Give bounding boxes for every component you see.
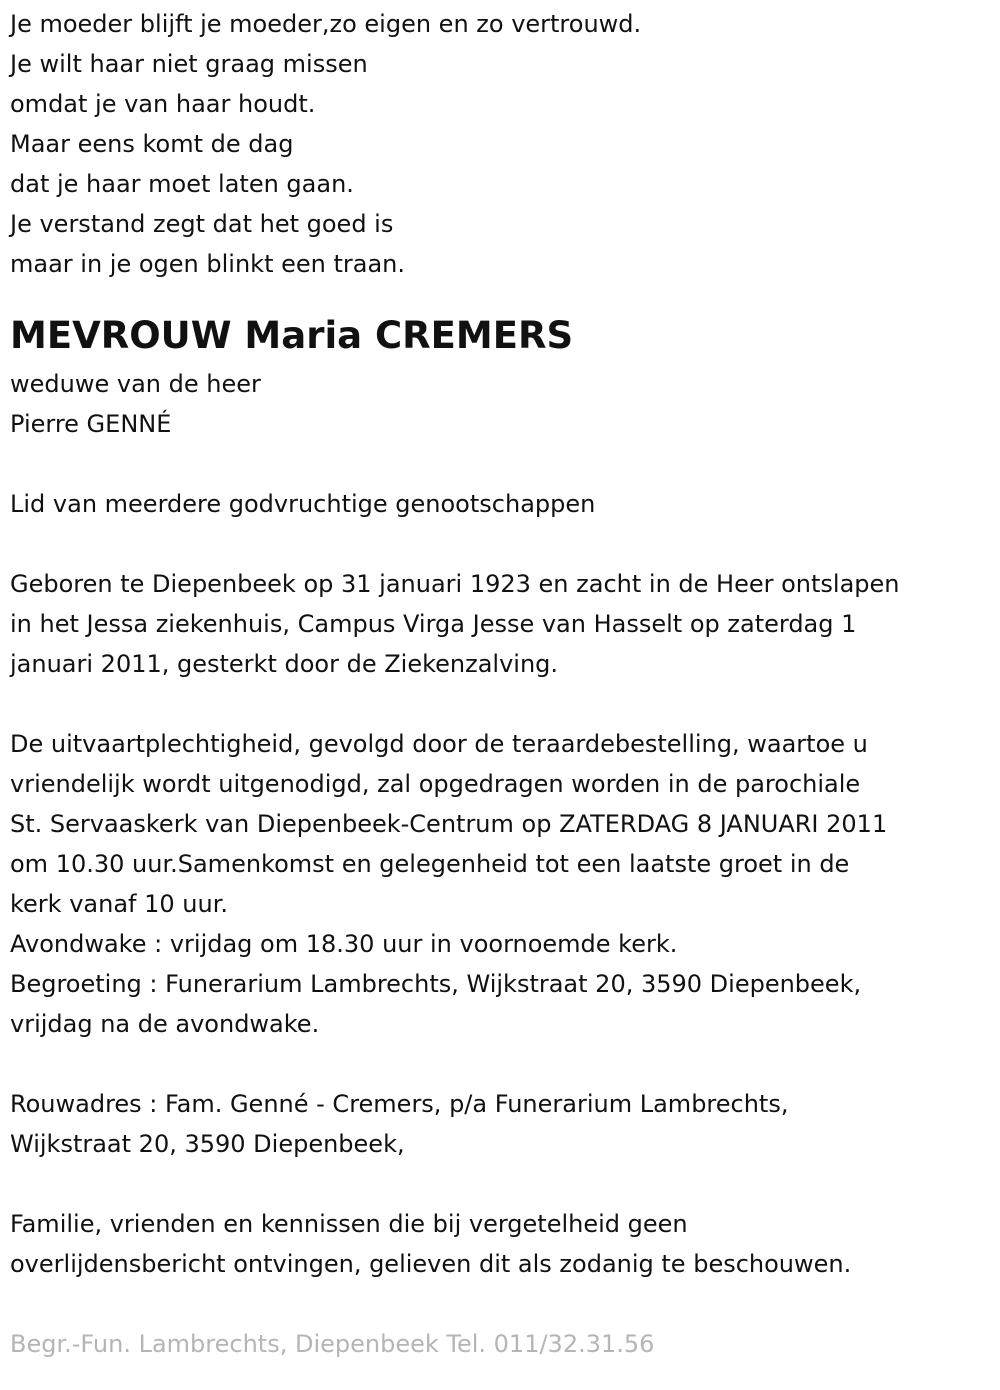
funeral-home-footer: Begr.-Fun. Lambrechts, Diepenbeek Tel. 011/32.31.56 bbox=[10, 1330, 655, 1358]
birth-line: in het Jessa ziekenhuis, Campus Virga Jesse van Hasselt op zaterdag 1 bbox=[10, 610, 857, 638]
funeral-line: Begroeting : Funerarium Lambrechts, Wijkstraat 20, 3590 Diepenbeek, bbox=[10, 970, 862, 998]
birth-line: Geboren te Diepenbeek op 31 januari 1923 en zacht in de Heer ontslapen bbox=[10, 570, 900, 598]
poem-line: maar in je ogen blinkt een traan. bbox=[10, 250, 406, 278]
poem-line: dat je haar moet laten gaan. bbox=[10, 170, 354, 198]
spacer bbox=[10, 1284, 995, 1324]
funeral-section bbox=[10, 724, 995, 1044]
notice-section bbox=[10, 1204, 995, 1284]
spacer bbox=[10, 1044, 995, 1084]
poem-line: Je wilt haar niet graag missen bbox=[10, 50, 368, 78]
funeral-line: St. Servaaskerk van Diepenbeek-Centrum op ZATERDAG 8 JANUARI 2011 bbox=[10, 810, 888, 838]
address-line: Rouwadres : Fam. Genné - Cremers, p/a Funerarium Lambrechts, bbox=[10, 1090, 789, 1118]
spacer bbox=[10, 684, 995, 724]
address-section bbox=[10, 1084, 995, 1164]
spacer bbox=[10, 444, 995, 484]
spacer bbox=[10, 524, 995, 564]
address-line: Wijkstraat 20, 3590 Diepenbeek, bbox=[10, 1130, 405, 1158]
funeral-line: De uitvaartplechtigheid, gevolgd door de teraardebestelling, waartoe u bbox=[10, 730, 868, 758]
poem-section bbox=[10, 4, 995, 284]
deceased-name: MEVROUW Maria CREMERS bbox=[10, 314, 574, 357]
relation-line: weduwe van de heer bbox=[10, 370, 261, 398]
birth-section bbox=[10, 564, 995, 684]
notice-line: Familie, vrienden en kennissen die bij vergetelheid geen bbox=[10, 1210, 688, 1238]
spacer bbox=[10, 1164, 995, 1204]
funeral-line: vrijdag na de avondwake. bbox=[10, 1010, 320, 1038]
spacer bbox=[10, 284, 995, 308]
relation-line: Pierre GENNÉ bbox=[10, 410, 172, 438]
poem-line: Je moeder blijft je moeder,zo eigen en zo vertrouwd. bbox=[10, 10, 642, 38]
funeral-line: vriendelijk wordt uitgenodigd, zal opgedragen worden in de parochiale bbox=[10, 770, 861, 798]
birth-line: januari 2011, gesterkt door de Ziekenzalving. bbox=[10, 650, 559, 678]
poem-line: Je verstand zegt dat het goed is bbox=[10, 210, 394, 238]
membership-line: Lid van meerdere godvruchtige genootschappen bbox=[10, 490, 596, 518]
funeral-line: kerk vanaf 10 uur. bbox=[10, 890, 228, 918]
obituary-document bbox=[10, 4, 995, 1364]
poem-line: Maar eens komt de dag bbox=[10, 130, 294, 158]
notice-line: overlijdensbericht ontvingen, gelieven dit als zodanig te beschouwen. bbox=[10, 1250, 852, 1278]
poem-line: omdat je van haar houdt. bbox=[10, 90, 316, 118]
funeral-line: om 10.30 uur.Samenkomst en gelegenheid tot een laatste groet in de bbox=[10, 850, 850, 878]
funeral-line: Avondwake : vrijdag om 18.30 uur in voornoemde kerk. bbox=[10, 930, 678, 958]
